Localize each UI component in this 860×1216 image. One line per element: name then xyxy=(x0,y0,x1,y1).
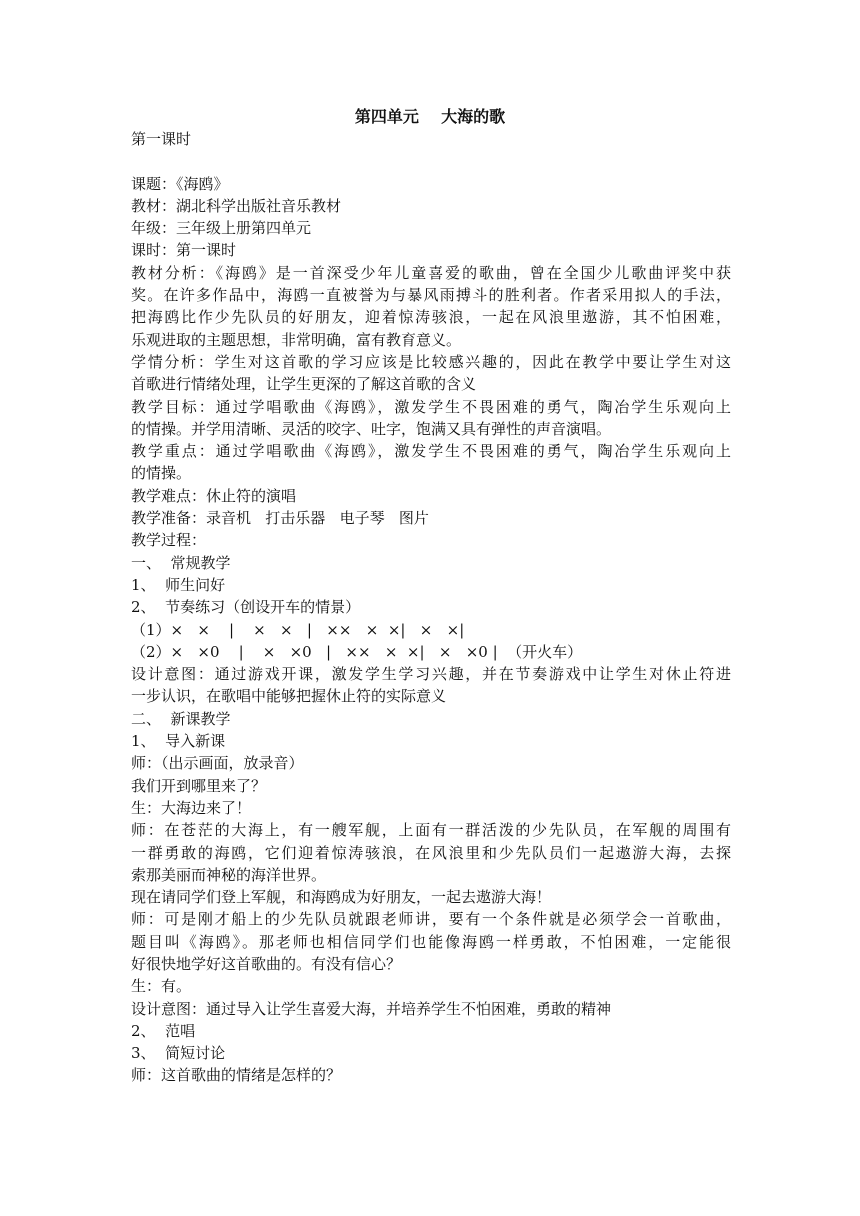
text-line: 教学难点：休止符的演唱 xyxy=(131,486,297,505)
text-line: 师：在苍茫的大海上，有一艘军舰，上面有一群活泼的少先队员，在军舰的周围有 xyxy=(131,821,731,840)
text-line: 我们开到哪里来了？ xyxy=(131,776,267,795)
text-line: 第一课时 xyxy=(131,130,192,148)
text-line: 教材分析：《海鸥》是一首深受少年儿童喜爱的歌曲，曾在全国少儿歌曲评奖中获 xyxy=(131,263,731,282)
text-line: 3、 简短讨论 xyxy=(131,1044,226,1063)
text-line: 师：（出示画面，放录音） xyxy=(131,754,304,773)
text-line: 设计意图：通过游戏开课，激发学生学习兴趣，并在节奏游戏中让学生对休止符进 xyxy=(131,665,731,684)
text-line: 生：大海边来了！ xyxy=(131,798,252,817)
text-line: 首歌进行情绪处理，让学生更深的了解这首歌的含义 xyxy=(131,375,477,394)
text-line: 2、 范唱 xyxy=(131,1021,196,1040)
text-line: 现在请同学们登上军舰，和海鸥成为好朋友，一起去遨游大海！ xyxy=(131,888,552,907)
lesson-plan-body xyxy=(131,128,731,1087)
text-line: 的情操。并学用清晰、灵活的咬字、吐字，饱满又具有弹性的声音演唱。 xyxy=(131,419,612,438)
text-line: 一、 常规教学 xyxy=(131,553,231,572)
text-line: 二、 新课教学 xyxy=(131,709,231,728)
text-line: 题目叫《海鸥》。那老师也相信同学们也能像海鸥一样勇敢，不怕困难，一定能很 xyxy=(131,932,731,951)
text-line: 把海鸥比作少先队员的好朋友，迎着惊涛骇浪，一起在风浪里遨游，其不怕困难， xyxy=(131,308,731,327)
text-line: 乐观进取的主题思想，非常明确，富有教育意义。 xyxy=(131,330,462,349)
text-line: （1）× × | × × | ×× × ×| × ×| xyxy=(131,620,465,639)
text-line: 1、 导入新课 xyxy=(131,732,226,751)
text-line: 2、 节奏练习（创设开车的情景） xyxy=(131,598,361,617)
text-line: 师：这首歌曲的情绪是怎样的？ xyxy=(131,1066,342,1085)
text-line: 教学过程： xyxy=(131,531,207,550)
text-line: 教学目标：通过学唱歌曲《海鸥》，激发学生不畏困难的勇气，陶冶学生乐观向上 xyxy=(131,397,731,416)
text-line: 教学重点：通过学唱歌曲《海鸥》，激发学生不畏困难的勇气，陶冶学生乐观向上 xyxy=(131,442,731,461)
unit-title: 第四单元 大海的歌 xyxy=(354,107,506,126)
text-line: 索那美丽而神秘的海洋世界。 xyxy=(131,865,327,884)
text-line: 年级：三年级上册第四单元 xyxy=(131,219,312,238)
text-line: 教材：湖北科学出版社音乐教材 xyxy=(131,196,342,215)
text-line: 好很快地学好这首歌曲的。有没有信心？ xyxy=(131,954,402,973)
text-line: 一步认识，在歌唱中能够把握休止符的实际意义 xyxy=(131,687,447,706)
text-line xyxy=(131,150,731,172)
text-line: 课时：第一课时 xyxy=(131,241,237,260)
text-line: 学情分析：学生对这首歌的学习应该是比较感兴趣的，因此在教学中要让学生对这 xyxy=(131,352,731,371)
text-line: 教学准备：录音机 打击乐器 电子琴 图片 xyxy=(131,509,429,528)
text-line: 课题：《海鸥》 xyxy=(131,174,229,193)
text-line: 设计意图：通过导入让学生喜爱大海，并培养学生不怕困难，勇敢的精神 xyxy=(131,999,612,1018)
text-line: 一群勇敢的海鸥，它们迎着惊涛骇浪，在风浪里和少先队员们一起遨游大海，去探 xyxy=(131,843,731,862)
text-line: 奖。在许多作品中，海鸥一直被誉为与暴风雨搏斗的胜利者。作者采用拟人的手法， xyxy=(131,286,731,305)
text-line: 生：有。 xyxy=(131,977,192,996)
text-line: 1、 师生问好 xyxy=(131,575,226,594)
text-line: （2）× ×0 | × ×0 | ×× × ×| × ×0 | （开火车） xyxy=(131,642,583,661)
text-line: 的情操。 xyxy=(131,464,192,483)
text-line: 师：可是刚才船上的少先队员就跟老师讲，要有一个条件就是必须学会一首歌曲， xyxy=(131,910,731,929)
